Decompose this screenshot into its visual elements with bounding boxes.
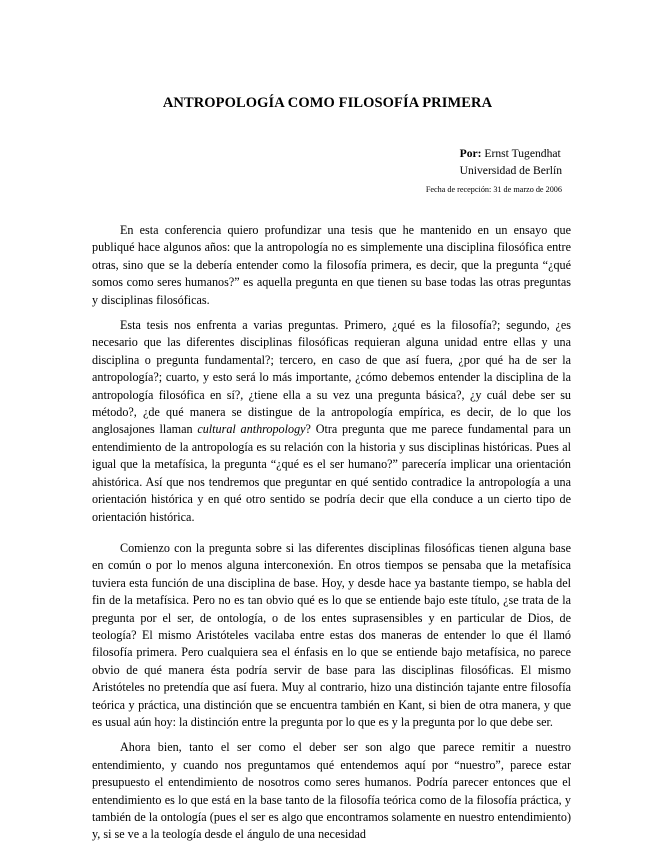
author-block (460, 145, 562, 179)
paragraph-3: Comienzo con la pregunta sobre si las diferentes disciplinas filosóficas tienen alguna base en común o por lo menos alguna interconexión. En otros tiempos se pensaba que la metafísica tuviera esta función de una disciplina de base. Hoy, y desde hace ya bastante tiempo, se habla del fin de la metafísica. Pero no es tan obvio qué es lo que se entiende bajo este título, ¿se trata de la pregunta por el ser, de ontología, o de los entes suprasensibles y en particular de Dios, de teología? El mismo Aristóteles vacilaba entre estas dos maneras de entender lo que él llamó filosofía primera. Pero cualquiera sea el énfasis en lo que se entiende bajo metafísica, no parece obvio de qué manera ésta podría servir de base para las disciplinas filosóficas. El mismo Aristóteles no pretendía que así fuera. Muy al contrario, hizo una distinción tajante entre filosofía teórica y práctica, una distinción que se encuentra también en Kant, si bien de otra manera, y que es usual aún hoy: la distinción entre la pregunta por lo que es y la pregunta por lo que debe ser. (92, 540, 571, 729)
paragraph-4: Ahora bien, tanto el ser como el deber ser son algo que parece remitir a nuestro entendimiento, y cuando nos preguntamos qué entendemos aquí por “nuestro”, parece estar presupuesto el entendimiento de nosotros como seres humanos. Podría parecer entonces que el entendimiento es lo que está en la base tanto de la filosofía teórica como de la filosofía práctica, y también de la ontología (pues el ser es algo que encontramos solamente en nuestro entendimiento) y, si se ve a la teología desde el ángulo de una necesidad (92, 740, 571, 842)
paragraph-2 (92, 317, 571, 526)
article-body (92, 222, 571, 852)
reception-date: Fecha de recepción: 31 de marzo de 2006 (425, 185, 562, 194)
paragraph-2-part-a: Esta tesis nos enfrenta a varias preguntas. Primero, ¿qué es la filosofía?; segundo, ¿es necesario que las diferentes disciplinas filosóficas requieran alguna unidad entre ellas y una disciplina o pregunta fundamental?; tercero, en caso de que así fuera, ¿por qué ha de ser la antropología?; cuarto, y esto será lo más importante, ¿cómo debemos entender la disciplina de la antropología filosófica en sí?, ¿tiene ella a su vez una pregunta básica?, ¿y cuál debe ser su método?, ¿de qué manera se distingue de la antropología empírica, es decir, de lo que los anglosajones llaman (92, 318, 571, 437)
author-label: Por: (459, 147, 482, 160)
paragraph-2-part-b: ? Otra pregunta que me parece fundamental para un entendimiento de la antropología es su relación con la historia y sus disciplinas históricas. Pues al igual que la metafísica, la pregunta “¿qué es el ser humano?” parecería implicar una orientación ahistórica. Así que nos tendremos que preguntar en qué sentido contradice la antropología a una orientación histórica y en qué otro sentido se podría decir que ella conduce a un cierto tipo de orientación histórica. (92, 422, 571, 524)
author-affiliation: Universidad de Berlín (459, 164, 562, 177)
paragraph-1: En esta conferencia quiero profundizar una tesis que he mantenido en un ensayo que publiqué hace algunos años: que la antropología no es simplemente una disciplina filosófica entre otras, sino que se la debería entender como la filosofía primera, es decir, que la pregunta “¿qué somos como seres humanos?” es aquella pregunta en que tienen su base todas las otras preguntas y disciplinas filosóficas. (92, 223, 571, 307)
page-title: ANTROPOLOGÍA COMO FILOSOFÍA PRIMERA (162, 95, 493, 111)
paragraph-2-italic: cultural anthropology (197, 422, 306, 437)
author-name: Ernst Tugendhat (484, 147, 561, 160)
author-line (460, 145, 562, 162)
